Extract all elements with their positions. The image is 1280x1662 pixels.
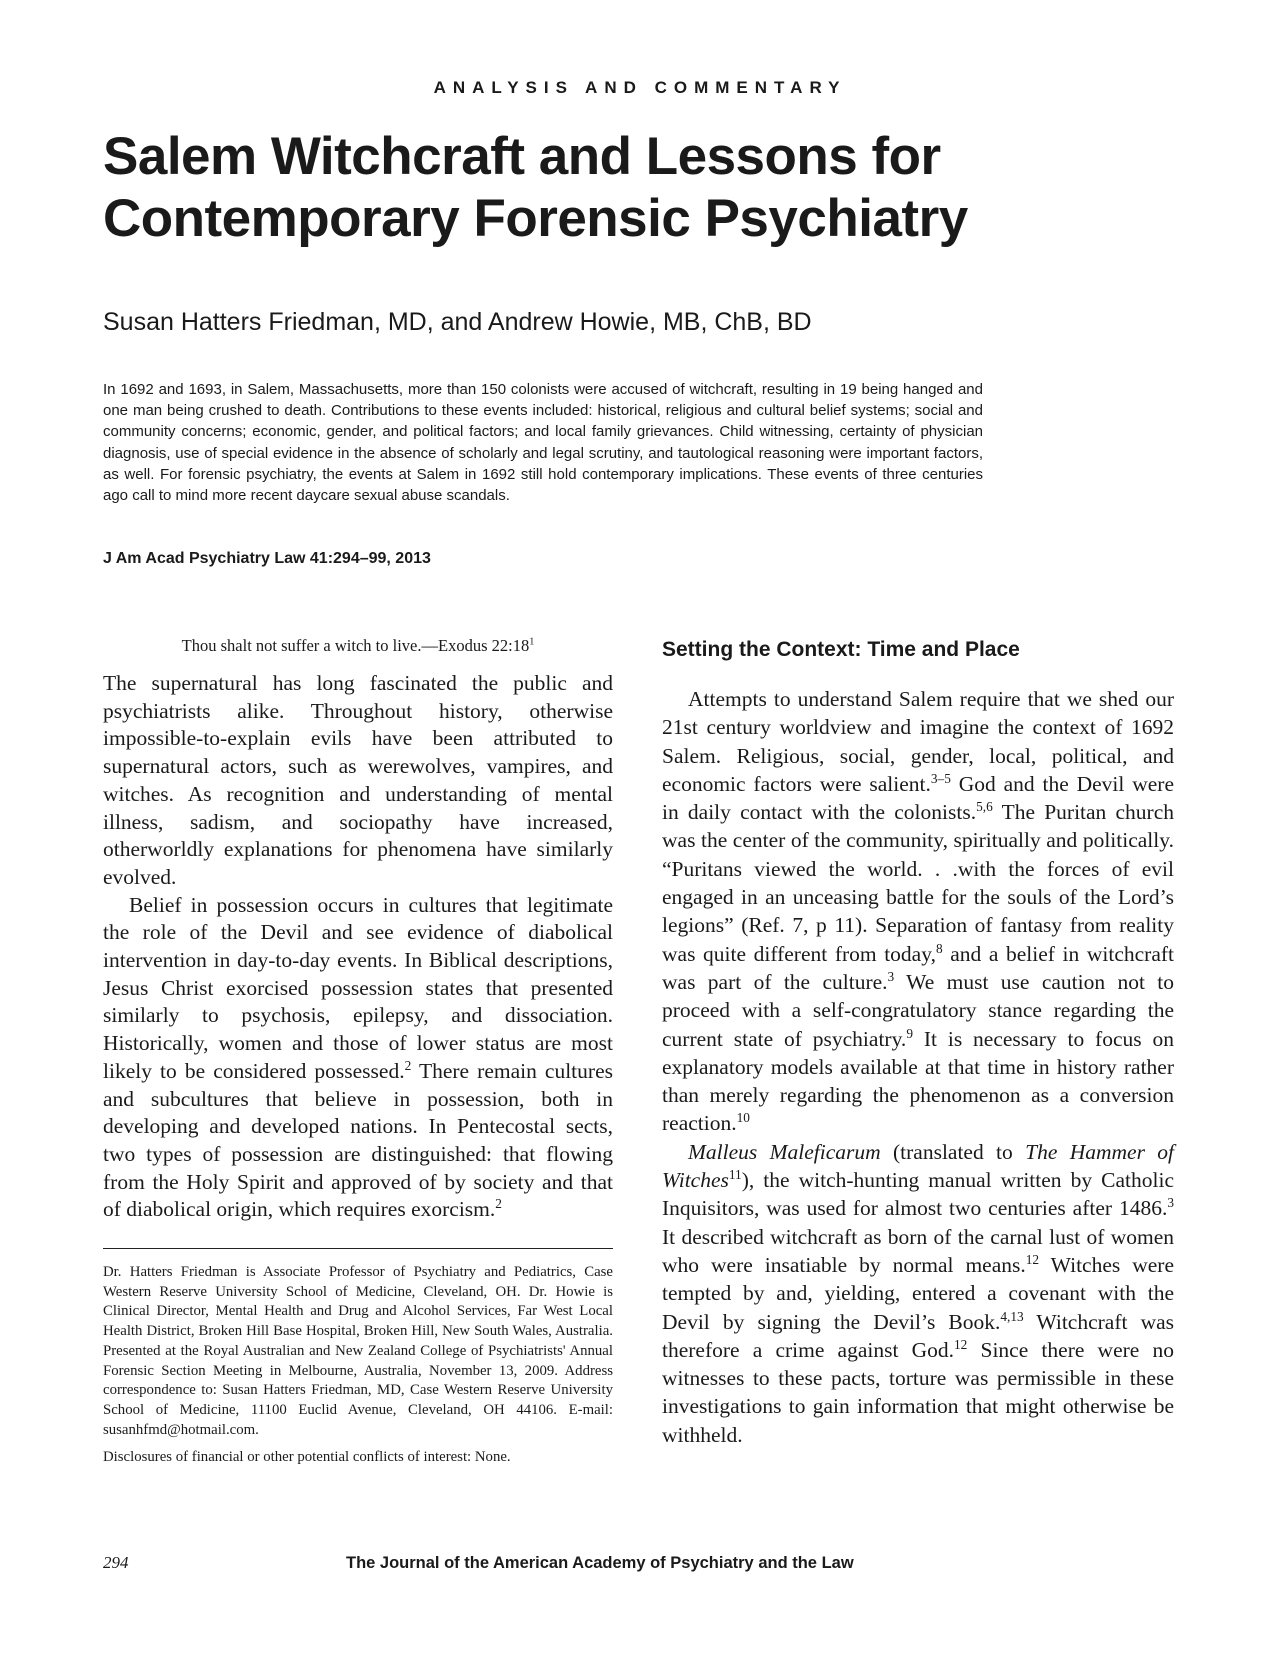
reference-mark: 9 (906, 1025, 913, 1041)
left-column (103, 636, 613, 1468)
left-body (103, 670, 613, 1224)
paragraph-text: and a belief in witchcraft was part of the culture. (662, 941, 1174, 994)
paragraph-text: Witches were tempted by and, yielding, entered a covenant with the Devil by signing the Devil’s Book. (662, 1252, 1175, 1334)
reference-mark: 3 (887, 968, 895, 984)
reference-mark: 12 (1025, 1251, 1040, 1267)
epigraph-text: Thou shalt not suffer a witch to live.—Exodus 22:18 (181, 636, 530, 655)
epigraph-ref: 1 (529, 636, 535, 648)
article-title (103, 126, 1103, 250)
journal-citation: J Am Acad Psychiatry Law 41:294–99, 2013 (103, 550, 431, 567)
reference-mark: 5,6 (976, 799, 993, 815)
paragraph-text: Belief in possession occurs in cultures that legitimate the role of the Devil and see evidence of diabolical intervention in day-to-day events. In Biblical descriptions, Jesus Christ exorcised possession states that presented similarly to psychosis, epilepsy, and dissociation. Historically, women and those of lower status are most likely to be considered possessed. (103, 892, 613, 1083)
italic-title: Malleus Maleficarum (688, 1139, 881, 1164)
title-line-2: Contemporary Forensic Psychiatry (103, 189, 968, 248)
right-body (662, 685, 1174, 1449)
author-footnote (103, 1263, 613, 1468)
title-line-1: Salem Witchcraft and Lessons for (103, 127, 941, 186)
paragraph-text: It is necessary to focus on explanatory models available at that time in history rather than merely regarding the phenomenon as a conversion reaction. (662, 1026, 1174, 1136)
section-heading: Setting the Context: Time and Place (662, 638, 1020, 661)
reference-mark: 4,13 (1000, 1308, 1024, 1324)
paragraph (103, 892, 613, 1224)
reference-mark: 2 (495, 1196, 502, 1212)
author-affiliations: Dr. Hatters Friedman is Associate Professor of Psychiatry and Pediatrics, Case Western Reserve University School of Medicine, Cleveland, OH. Dr. Howie is Clinical Director, Mental Health and Drug and Alcohol Services, Far West Local Health District, Broken Hill Base Hospital, Broken Hill, New South Wales, Australia. Presented at the Royal Australian and New Zealand College of Psychiatrists' Annual Forensic Section Meeting in Melbourne, Australia, November 13, 2009. Address correspondence to: Susan Hatters Friedman, MD, Case Western Reserve University School of Medicine, 11100 Euclid Avenue, Cleveland, OH 44106. E-mail: susanhfmd@hotmail.com. (103, 1264, 613, 1438)
paragraph (662, 685, 1174, 1138)
paragraph-text: The Puritan church was the center of the community, spiritually and politically. “Puritans viewed the world. . .with the forces of evil engaged in an unceasing battle for the souls of the Lord’s legions” (Ref. 7, p 11). Separation of fantasy from reality was quite different from today, (662, 800, 1174, 966)
paragraph-text: (translated to (880, 1139, 1026, 1164)
paragraph-text: There remain cultures and subcultures that believe in possession, both in developing and developed nations. In Pentecostal sects, two types of possession are distinguished: that flowing from the Holy Spirit and approved of by society and that of diabolical origin, which requires exorcism. (103, 1058, 613, 1222)
reference-mark: 11 (728, 1166, 742, 1182)
right-column (662, 638, 1174, 1449)
author-list: Susan Hatters Friedman, MD, and Andrew Howie, MB, ChB, BD (103, 308, 812, 336)
paragraph-text: Attempts to understand Salem require that we shed our 21st century worldview and imagine the context of 1692 Salem. Religious, social, gender, local, political, and economic factors were salient. (662, 687, 1174, 796)
epigraph (103, 636, 613, 656)
reference-mark: 3–5 (930, 770, 951, 786)
reference-mark: 10 (736, 1110, 750, 1126)
paragraph-text: We must use caution not to proceed with a self-congratulatory stance regarding the current state of psychiatry. (662, 969, 1174, 1051)
reference-mark: 8 (935, 940, 943, 956)
page-number: 294 (103, 1553, 129, 1572)
disclosures: Disclosures of financial or other potential conflicts of interest: None. (103, 1449, 511, 1466)
paragraph (662, 1138, 1174, 1449)
reference-mark: 2 (404, 1057, 412, 1073)
paragraph-text: Witchcraft was therefore a crime against God. (662, 1309, 1174, 1362)
paragraph-text: God and the Devil were in daily contact with the colonists. (662, 771, 1175, 825)
abstract: In 1692 and 1693, in Salem, Massachusetts, more than 150 colonists were accused of witchcraft, resulting in 19 being hanged and one man being crushed to death. Contributions to these events included: historical, religious and cultural belief systems; social and community concerns; economic, gender, and political factors; and local family grievances. Child witnessing, certainty of physician diagnosis, use of special evidence in the absence of scholarly and legal scrutiny, and tautological reasoning were important factors, as well. For forensic psychiatry, the events at Salem in 1692 still hold contemporary implications. These events of three centuries ago call to mind more recent daycare sexual abuse scandals. (103, 381, 983, 505)
section-label: ANALYSIS AND COMMENTARY (433, 78, 847, 97)
reference-mark: 12 (954, 1336, 968, 1352)
paragraph-text: Since there were no witnesses to these pacts, torture was permissible in these investigations to gain information that might otherwise be withheld. (662, 1337, 1174, 1447)
journal-name: The Journal of the American Academy of Psychiatry and the Law (346, 1554, 854, 1572)
paragraph: The supernatural has long fascinated the public and psychiatrists alike. Throughout history, otherwise impossible-to-explain evils have been attributed to supernatural actors, such as werewolves, vampires, and witches. As recognition and understanding of mental illness, sadism, and sociopathy have increased, otherworldly explanations for phenomena have similarly evolved. (103, 671, 613, 889)
paragraph-text: ), the witch-hunting manual written by Catholic Inquisitors, was used for almost two centuries after 1486. (662, 1168, 1174, 1221)
italic-title: The Hammer of Witches (662, 1139, 1174, 1193)
paragraph-text: It described witchcraft as born of the carnal lust of women who were insatiable by normal means. (662, 1224, 1174, 1277)
reference-mark: 3 (1167, 1195, 1174, 1211)
footnote-divider (103, 1248, 613, 1249)
